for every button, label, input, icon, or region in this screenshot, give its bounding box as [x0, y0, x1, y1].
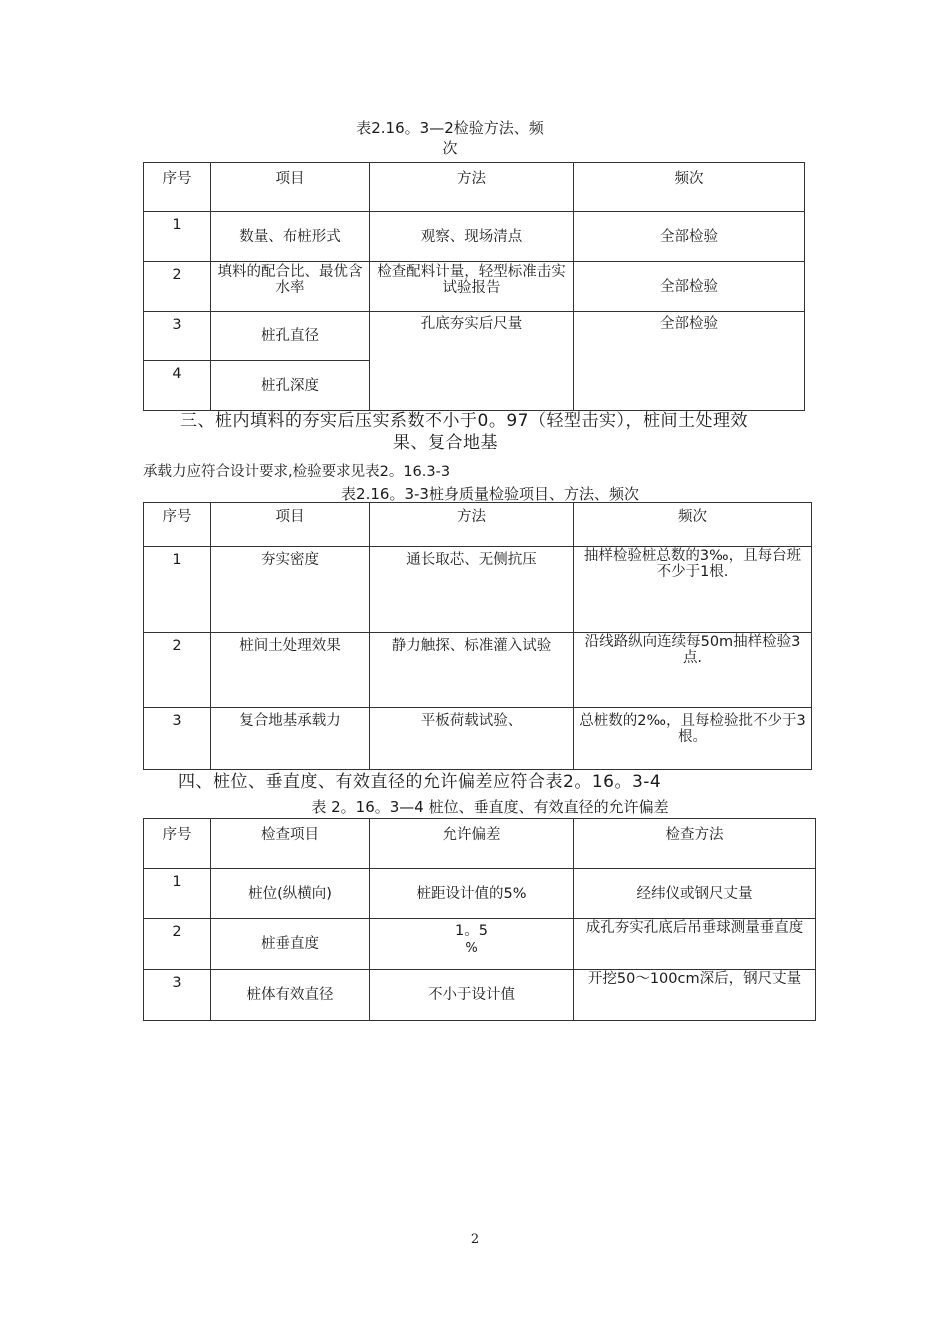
table3: [143, 818, 816, 1021]
para3-line3: 承载力应符合设计要求,检验要求见表2。16.3-3: [143, 464, 451, 480]
row-method: 检查配料计量，轻型标准击实试验报告: [370, 262, 574, 312]
para3-line2: 果、复合地基: [393, 433, 498, 453]
table3-header-allow: 允许偏差: [370, 819, 574, 869]
table1-caption-line2: 次: [442, 139, 458, 157]
table1: [143, 162, 805, 411]
row-method: 开挖50～100cm深后，钢尺丈量: [574, 970, 816, 1021]
table1-header-method: 方法: [370, 163, 574, 212]
row-number: 3: [144, 312, 211, 361]
row-method: 观察、现场清点: [370, 212, 574, 262]
row-allowance: 桩距设计值的5%: [370, 869, 574, 919]
table1-header-freq: 频次: [574, 163, 805, 212]
para3-line1: 三、桩内填料的夯实后压实系数不小于0。97（轻型击实），桩间土处理效: [180, 411, 748, 431]
row-method: 静力触探、标准灌入试验: [370, 633, 574, 708]
table-row: [144, 262, 805, 312]
row-item: 数量、布桩形式: [211, 212, 370, 262]
table2-header-item: 项目: [211, 503, 370, 547]
row-item: 夯实密度: [211, 547, 370, 633]
table2-caption: 表2.16。3-3桩身质量检验项目、方法、频次: [341, 485, 639, 503]
row-number: 2: [144, 919, 211, 970]
table-row: [144, 708, 812, 770]
row-frequency: 全部检验: [574, 212, 805, 262]
row-number: 2: [144, 633, 211, 708]
row-item: 复合地基承载力: [211, 708, 370, 770]
table-row: [144, 970, 816, 1021]
row-frequency: 总桩数的2‰，且每检验批不少于3根。: [574, 708, 812, 770]
table1-header-item: 项目: [211, 163, 370, 212]
table3-header-method: 检查方法: [574, 819, 816, 869]
row-method: 成孔夯实孔底后吊垂球测量垂直度: [574, 919, 816, 970]
table-row: [144, 547, 812, 633]
row-allowance-line2: %: [465, 941, 478, 956]
row-item: 桩孔直径: [211, 312, 370, 361]
row-item: 桩垂直度: [211, 919, 370, 970]
table1-caption: [330, 118, 570, 158]
table3-header-row: [144, 819, 816, 869]
table-row: [144, 633, 812, 708]
row-frequency: 抽样检验桩总数的3‰，且每台班不少于1根.: [574, 547, 812, 633]
row-allowance: [370, 919, 574, 970]
table3-header-no: 序号: [144, 819, 211, 869]
row-number: 1: [144, 212, 211, 262]
table-row: [144, 869, 816, 919]
row-item: 桩孔深度: [211, 361, 370, 411]
table3-header-item: 检查项目: [211, 819, 370, 869]
table-row: [144, 919, 816, 970]
table2-header-freq: 频次: [574, 503, 812, 547]
row-method: 平板荷载试验、: [370, 708, 574, 770]
row-method: 经纬仪或钢尺丈量: [574, 869, 816, 919]
table2-header-method: 方法: [370, 503, 574, 547]
row-number: 4: [144, 361, 211, 411]
para4-line1: 四、桩位、垂直度、有效直径的允许偏差应符合表2。16。3-4: [178, 772, 662, 792]
row-number: 2: [144, 262, 211, 312]
row-number: 3: [144, 970, 211, 1021]
page-number: 2: [470, 1232, 480, 1247]
row-frequency: 沿线路纵向连续每50m抽样检验3点.: [574, 633, 812, 708]
row-number: 1: [144, 547, 211, 633]
row-frequency: 全部检验: [574, 262, 805, 312]
row-allowance: 不小于设计值: [370, 970, 574, 1021]
table3-caption: 表 2。16。3—4 桩位、垂直度、有效直径的允许偏差: [311, 798, 669, 816]
row-item: 填料的配合比、最优含水率: [211, 262, 370, 312]
table2: [143, 502, 812, 770]
row-method: 孔底夯实后尺量: [370, 312, 574, 411]
table-row: [144, 312, 805, 361]
table2-header-no: 序号: [144, 503, 211, 547]
row-allowance-line1: 1。5: [455, 923, 488, 939]
table2-header-row: [144, 503, 812, 547]
row-frequency: 全部检验: [574, 312, 805, 411]
row-number: 1: [144, 869, 211, 919]
table1-header-no: 序号: [144, 163, 211, 212]
row-item: 桩体有效直径: [211, 970, 370, 1021]
table1-header-row: [144, 163, 805, 212]
row-number: 3: [144, 708, 211, 770]
row-method: 通长取芯、无侧抗压: [370, 547, 574, 633]
row-item: 桩间土处理效果: [211, 633, 370, 708]
table-row: [144, 212, 805, 262]
row-item: 桩位(纵横向): [211, 869, 370, 919]
table1-caption-line1: 表2.16。3—2检验方法、频: [356, 119, 544, 137]
